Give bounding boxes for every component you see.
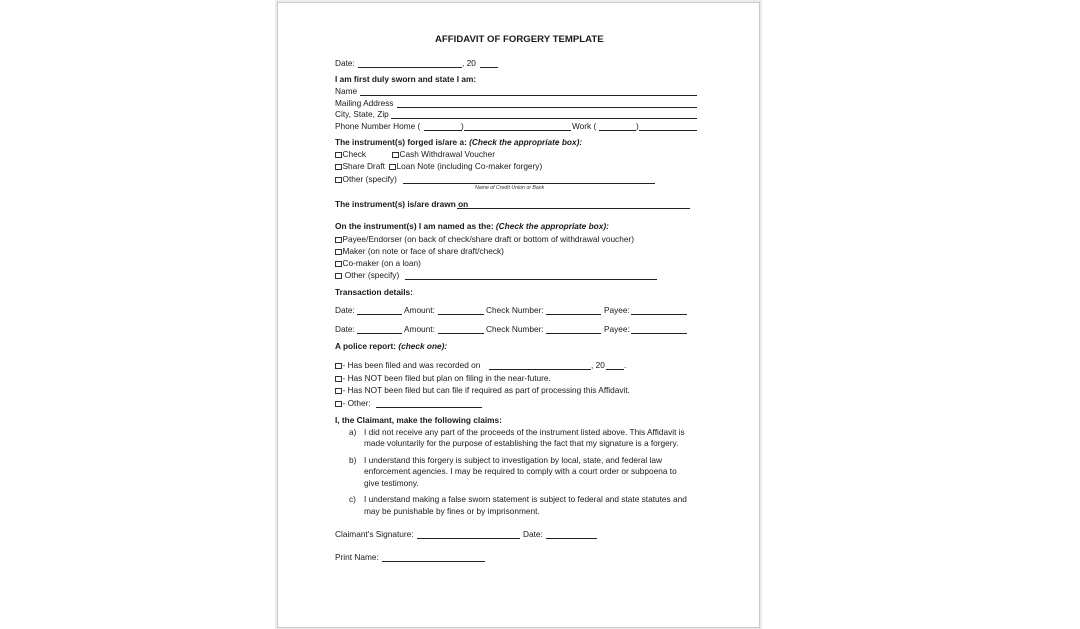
phone-work-label: Work ( (572, 121, 597, 131)
police-heading-text: A police report: (335, 341, 397, 351)
checkbox[interactable] (335, 164, 342, 171)
option-cash-label: Cash Withdrawal Voucher (399, 149, 495, 159)
forged-heading-note: (Check the appropriate box): (469, 137, 583, 147)
date-field[interactable] (358, 67, 462, 68)
named-heading (335, 221, 609, 231)
tx2-date-label: Date: (335, 324, 355, 334)
option-loan-note[interactable] (389, 161, 542, 171)
signature-label: Claimant's Signature: (335, 529, 414, 539)
phone-home-area-field[interactable] (424, 130, 462, 131)
police-period: . (624, 360, 627, 370)
checkbox[interactable] (335, 363, 342, 370)
named-option-maker[interactable] (335, 246, 504, 256)
signature-date-field[interactable] (546, 538, 597, 539)
date-label: Date: (335, 58, 355, 68)
tx2-payee-label: Payee: (604, 324, 630, 334)
claim-c-line: may be punishable by fines or by imprisonment. (364, 506, 540, 516)
police-option-plan-label: - Has NOT been filed but plan on filing in the near-future. (342, 373, 551, 383)
named-option-comaker[interactable] (335, 258, 421, 268)
other-specify-field[interactable] (403, 183, 655, 184)
tx1-amount-field[interactable] (438, 314, 484, 315)
tx2-amount-field[interactable] (438, 333, 484, 334)
police-year-prefix: , 20 (591, 360, 605, 370)
police-option-other[interactable] (335, 398, 371, 408)
credit-union-caption: Name of Credit Union or Bank (475, 185, 545, 191)
claims-heading: I, the Claimant, make the following claims: (335, 415, 502, 425)
transaction-heading: Transaction details: (335, 287, 413, 297)
police-option-can-file[interactable] (335, 385, 630, 395)
checkbox[interactable] (335, 249, 342, 256)
phone-home-paren: ) (461, 121, 464, 131)
city-state-zip-label: City, State, Zip (335, 109, 389, 119)
tx2-payee-field[interactable] (631, 333, 687, 334)
police-option-other-label: - Other: (342, 398, 371, 408)
name-label: Name (335, 86, 358, 96)
claim-a-line: made voluntarily for the purpose of establishing the fact that my signature is a forgery. (364, 438, 679, 448)
option-other-label: Other (specify) (342, 174, 397, 184)
tx1-payee-field[interactable] (631, 314, 687, 315)
option-loan-label: Loan Note (including Co-maker forgery) (396, 161, 543, 171)
option-share-label: Share Draft (342, 161, 385, 171)
named-option-payee[interactable] (335, 234, 634, 244)
named-option-label: Other (specify) (342, 270, 400, 280)
forged-heading (335, 137, 582, 147)
option-check-label: Check (342, 149, 367, 159)
named-heading-text: On the instrument(s) I am named as the: (335, 221, 494, 231)
claim-b-line: I understand this forgery is subject to investigation by local, state, and federal law (364, 455, 662, 465)
signature-date-label: Date: (523, 529, 543, 539)
claim-b-line: give testimony. (364, 478, 419, 488)
police-recorded-date-field[interactable] (489, 369, 591, 370)
date-year-field[interactable] (480, 67, 498, 68)
tx1-check-number-field[interactable] (546, 314, 601, 315)
tx1-amount-label: Amount: (404, 305, 435, 315)
police-option-can-file-label: - Has NOT been filed but can file if required as part of processing this Affidavit. (342, 385, 630, 395)
tx1-payee-label: Payee: (604, 305, 630, 315)
police-other-field[interactable] (376, 407, 482, 408)
print-name-field[interactable] (382, 561, 485, 562)
named-option-label: Maker (on note or face of share draft/check) (342, 246, 504, 256)
police-option-plan[interactable] (335, 373, 551, 383)
option-share-draft[interactable] (335, 161, 385, 171)
named-option-label: Co-maker (on a loan) (342, 258, 421, 268)
checkbox[interactable] (335, 152, 342, 159)
checkbox[interactable] (392, 152, 399, 159)
police-heading (335, 341, 447, 351)
claim-a-letter: a) (349, 427, 357, 437)
tx2-amount-label: Amount: (404, 324, 435, 334)
sworn-heading: I am first duly sworn and state I am: (335, 74, 477, 84)
checkbox[interactable] (389, 164, 396, 171)
tx1-date-field[interactable] (357, 314, 402, 315)
checkbox[interactable] (335, 376, 342, 383)
police-option-filed[interactable] (335, 360, 480, 370)
police-year-field[interactable] (606, 369, 624, 370)
option-check[interactable] (335, 149, 366, 159)
named-heading-note: (Check the appropriate box): (495, 221, 609, 231)
phone-work-area-field[interactable] (599, 130, 636, 131)
named-other-field[interactable] (405, 279, 657, 280)
document-page (277, 2, 760, 628)
tx1-date-label: Date: (335, 305, 355, 315)
checkbox[interactable] (335, 261, 342, 268)
phone-work-field[interactable] (639, 130, 697, 131)
claim-c-letter: c) (349, 494, 356, 504)
phone-home-label: Phone Number Home ( (335, 121, 421, 131)
date-year-prefix: , 20 (462, 58, 476, 68)
named-option-label: Payee/Endorser (on back of check/share draft or bottom of withdrawal voucher) (342, 234, 634, 244)
phone-work-paren: ) (636, 121, 639, 131)
claim-b-letter: b) (349, 455, 357, 465)
signature-field[interactable] (417, 538, 520, 539)
name-field[interactable] (360, 95, 697, 96)
tx2-check-number-field[interactable] (546, 333, 601, 334)
checkbox[interactable] (335, 401, 342, 408)
drawn-on-field[interactable] (457, 208, 690, 209)
print-name-label: Print Name: (335, 552, 379, 562)
tx1-check-number-label: Check Number: (486, 305, 544, 315)
city-state-zip-field[interactable] (391, 118, 697, 119)
checkbox[interactable] (335, 273, 342, 280)
option-other[interactable] (335, 174, 397, 184)
mailing-address-field[interactable] (397, 107, 697, 108)
claim-c-line: I understand making a false sworn statement is subject to federal and state statutes and (364, 494, 687, 504)
police-heading-note: (check one): (398, 341, 448, 351)
phone-home-field[interactable] (464, 130, 571, 131)
tx2-check-number-label: Check Number: (486, 324, 544, 334)
named-option-other[interactable] (335, 270, 399, 280)
tx2-date-field[interactable] (357, 333, 402, 334)
checkbox[interactable] (335, 237, 342, 244)
checkbox[interactable] (335, 388, 342, 395)
claim-a-line: I did not receive any part of the proceeds of the instrument listed above. This Affidavit is (364, 427, 685, 437)
drawn-on-label: The instrument(s) is/are drawn on (335, 199, 469, 209)
document-title: AFFIDAVIT OF FORGERY TEMPLATE (435, 34, 604, 45)
claim-b-line: enforcement agencies. I may be required to comply with a court order or subpoena to (364, 466, 677, 476)
checkbox[interactable] (335, 177, 342, 184)
forged-heading-text: The instrument(s) forged is/are a: (335, 137, 467, 147)
police-option-filed-label: - Has been filed and was recorded on (342, 360, 481, 370)
option-cash-withdrawal[interactable] (392, 149, 495, 159)
mailing-address-label: Mailing Address (335, 98, 394, 108)
